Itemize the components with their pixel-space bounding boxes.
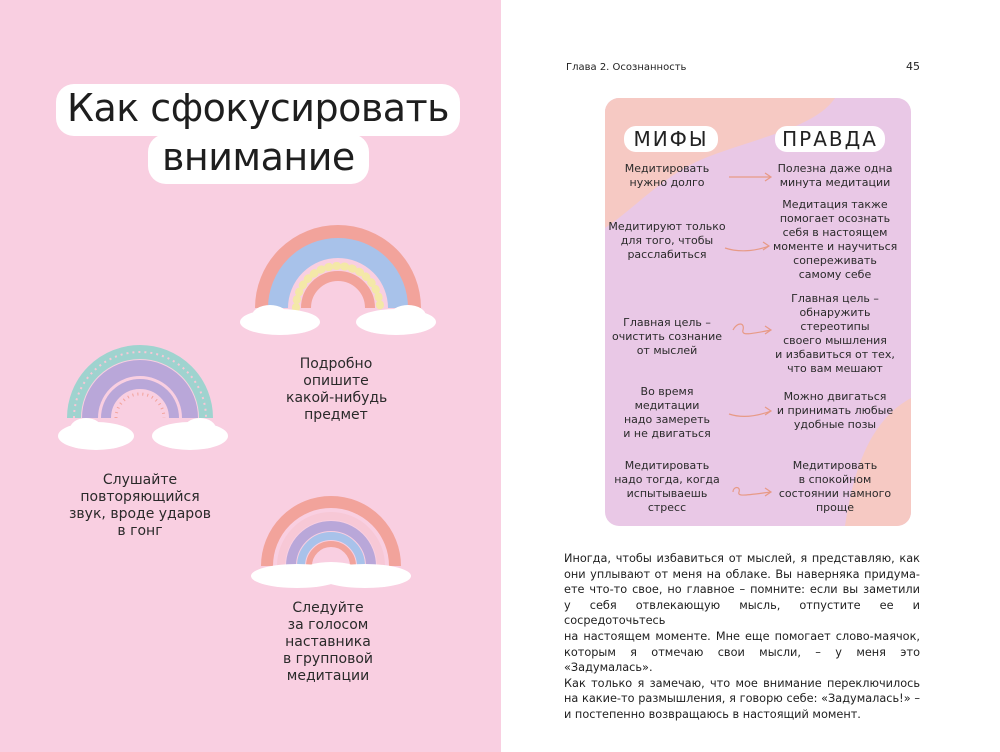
myth-cell: Медитировать нужно долго bbox=[624, 162, 710, 189]
myth-cell: Главная цель – очистить сознание от мыслей bbox=[611, 316, 723, 357]
arrow-icon bbox=[723, 236, 775, 256]
caption-describe-object: Подробно опишите какой-нибудь предмет bbox=[286, 356, 388, 423]
myths-truth-card bbox=[605, 98, 911, 526]
truth-cell: Медитировать в спокойном состоянии намного проще bbox=[778, 459, 892, 514]
rainbow-blue-illustration bbox=[236, 196, 441, 346]
truth-cell: Главная цель – обнаружить стереотипы своего мышления и избавиться от тех, что вам мешают bbox=[775, 292, 895, 375]
truth-header: ПРАВДА bbox=[775, 126, 885, 152]
caption-listen-sound: Слушайте повторяющийся звук, вроде ударов в гонг bbox=[68, 472, 212, 539]
myth-cell: Медитируют только для того, чтобы расслабиться bbox=[608, 220, 726, 261]
arrow-icon bbox=[729, 482, 777, 502]
caption-follow-voice: Следуйте за голосом наставника в групповой медитации bbox=[282, 600, 373, 684]
body-paragraph: Иногда, чтобы избавиться от мыслей, я представляю, как они уплывают от меня на облаке. Вы наверняка придума- ете что-то свое, но главное – помните: если вы заметили у себя отвлекающую мысль, отпустите ее и сосредоточьтесь на настоящем моменте. Мне еще помогает слово-маячок, которым я отмечаю свои мысли, – у меня это «Задумалась». Как только я замечаю, что мое внимание переключилось на какие-то размышления, я говорю себе: «Задумалась!» – и постепенно возвращаюсь в настоящий момент. bbox=[564, 552, 920, 721]
arrow-icon bbox=[727, 404, 777, 420]
truth-cell: Полезна даже одна минута медитации bbox=[777, 162, 893, 189]
arrow-icon bbox=[727, 170, 775, 184]
truth-cell: Можно двигаться и принимать любые удобные позы bbox=[776, 390, 894, 431]
myth-cell: Медитировать надо тогда, когда испытываешь стресс bbox=[614, 459, 720, 514]
page-title-line-1: Как сфокусировать bbox=[56, 84, 460, 136]
arrow-icon bbox=[731, 320, 777, 340]
running-head: Глава 2. Осознанность bbox=[566, 62, 687, 73]
myths-header: МИФЫ bbox=[624, 126, 718, 152]
rainbow-peach-illustration bbox=[245, 478, 415, 598]
page-title-line-2: внимание bbox=[148, 134, 369, 184]
rainbow-teal-illustration bbox=[50, 290, 230, 460]
myth-cell: Во время медитации надо замереть и не двигаться bbox=[623, 385, 711, 440]
right-page bbox=[501, 0, 1000, 752]
page-number: 45 bbox=[906, 60, 920, 73]
truth-cell: Медитация также помогает осознать себя в настоящем моменте и научиться сопереживать самому себе bbox=[773, 198, 898, 281]
